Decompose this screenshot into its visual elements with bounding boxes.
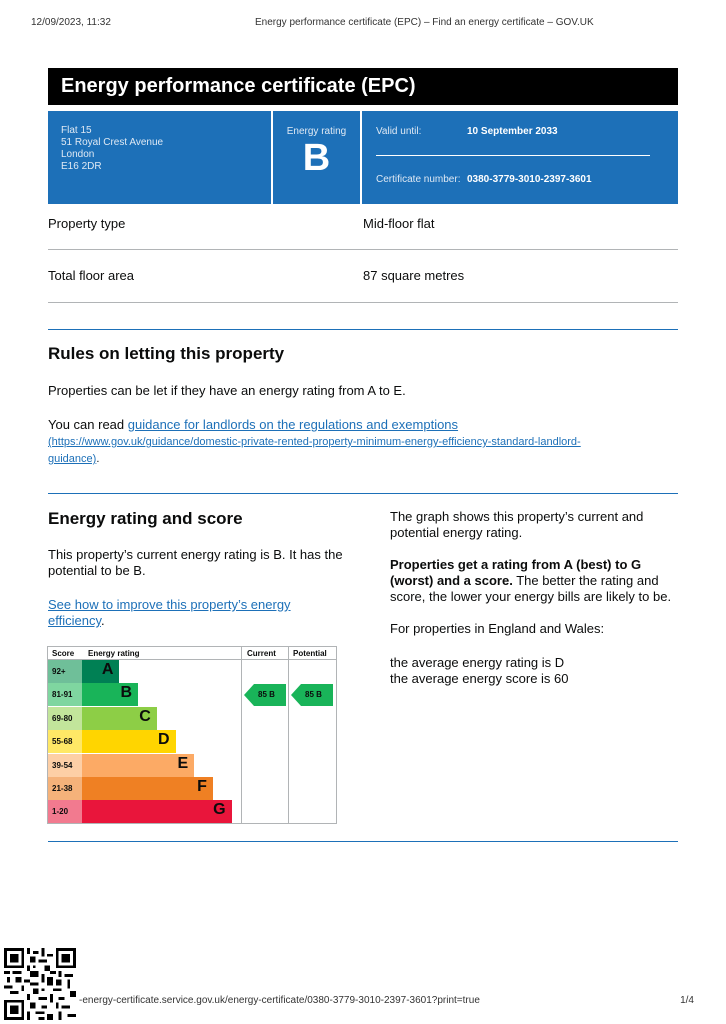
band-score-range: 55-68	[48, 730, 82, 753]
address-line: 51 Royal Crest Avenue	[61, 137, 164, 148]
section-divider	[48, 329, 678, 330]
page-number: 1/4	[680, 995, 694, 1006]
guidance-prefix: You can read	[48, 417, 128, 432]
section-divider	[48, 493, 678, 494]
section-divider	[48, 841, 678, 842]
energy-rating-letter: B	[302, 137, 331, 179]
qr-code-icon	[4, 948, 76, 1020]
potential-rating-arrow	[291, 684, 333, 706]
graph-description: The graph shows this property’s current and potential energy rating.	[390, 509, 644, 540]
property-address	[48, 111, 273, 204]
validity-box	[362, 111, 678, 204]
band-letter: B	[120, 684, 133, 702]
potential-rating-arrow-label: 85 B	[305, 690, 322, 700]
rating-band-e	[48, 754, 241, 777]
column-divider	[241, 647, 242, 823]
divider	[376, 155, 650, 156]
band-letter: C	[139, 707, 151, 725]
band-score-range: 39-54	[48, 754, 82, 777]
guidance-url-link[interactable]	[48, 436, 581, 465]
rules-heading: Rules on letting this property	[48, 344, 285, 363]
band-bar	[82, 660, 119, 683]
print-date: 12/09/2023, 11:32	[31, 17, 111, 28]
guidance-link[interactable]: guidance for landlords on the regulations and exemptions	[127, 417, 459, 432]
guidance-suffix: .	[96, 453, 100, 465]
rating-band-c	[48, 707, 241, 730]
guidance-url-line: (https://www.gov.uk/guidance/domestic-private-rented-property-minimum-energy-efficiency-standard-landlord-	[48, 436, 581, 448]
rating-explanation-bold: Properties get a rating from A (best) to G (worst) and a score.	[390, 557, 642, 588]
valid-until-label: Valid until:	[376, 126, 422, 137]
band-score-range: 1-20	[48, 800, 82, 823]
band-score-range: 69-80	[48, 707, 82, 730]
band-letter: A	[101, 661, 114, 678]
average-rating	[390, 655, 680, 687]
rating-band-g	[48, 800, 241, 823]
floor-area-value: 87 square metres	[363, 268, 465, 283]
page-title: Energy performance certificate (EPC)	[48, 68, 678, 105]
energy-rating-box	[273, 111, 362, 204]
property-type-label: Property type	[48, 216, 126, 231]
address-line: London	[61, 149, 95, 160]
average-score-line: the average energy score is 60	[390, 671, 569, 686]
rating-band-f	[48, 777, 241, 800]
current-column-header: Current	[247, 649, 276, 658]
rating-explanation	[390, 557, 682, 605]
potential-column-header: Potential	[293, 649, 327, 658]
rating-column-header: Energy rating	[88, 649, 140, 658]
band-score-range: 21-38	[48, 777, 82, 800]
improve-paragraph	[48, 597, 328, 629]
certificate-summary	[48, 111, 678, 204]
chart-header	[48, 647, 336, 660]
valid-until-value: 10 September 2033	[467, 126, 558, 137]
band-letter: F	[197, 778, 207, 795]
england-wales-note: For properties in England and Wales:	[390, 621, 605, 636]
band-bar	[82, 683, 138, 706]
rating-band-b	[48, 683, 241, 706]
address-line: Flat 15	[61, 125, 92, 136]
floor-area-label: Total floor area	[48, 268, 134, 283]
band-score-range: 81-91	[48, 683, 82, 706]
property-type-value: Mid-floor flat	[363, 216, 435, 231]
column-divider	[288, 647, 289, 823]
current-rating-arrow-label: 85 B	[258, 690, 275, 700]
rules-paragraph: Properties can be let if they have an energy rating from A to E.	[48, 383, 406, 398]
rating-band-a	[48, 660, 241, 683]
band-letter: G	[213, 801, 226, 819]
print-title: Energy performance certificate (EPC) – Find an energy certificate – GOV.UK	[255, 17, 594, 28]
band-letter: E	[177, 754, 189, 772]
improve-link[interactable]: See how to improve this property’s energy efficiency	[48, 597, 291, 628]
band-bar	[82, 800, 232, 823]
rules-guidance-paragraph	[48, 417, 678, 467]
footer-url: -energy-certificate.service.gov.uk/energy-certificate/0380-3779-3010-2397-3601?print=true	[79, 995, 480, 1006]
energy-current-paragraph: This property’s current energy rating is B. It has the potential to be B.	[48, 547, 343, 578]
energy-rating-chart	[47, 646, 337, 824]
rating-band-d	[48, 730, 241, 753]
average-rating-line: the average energy rating is D	[390, 655, 565, 670]
band-bar	[82, 777, 213, 800]
rating-explanation-rest: The better the rating and score, the lower your energy bills are likely to be.	[390, 573, 672, 604]
certificate-number-label: Certificate number:	[376, 174, 461, 185]
guidance-url-line: guidance)	[48, 453, 97, 465]
address-line: E16 2DR	[61, 161, 102, 172]
floor-area-row	[48, 268, 678, 303]
energy-rating-label: Energy rating	[286, 126, 347, 137]
band-bar	[82, 730, 176, 753]
band-score-range: 92+	[48, 660, 82, 683]
improve-suffix: .	[101, 613, 105, 628]
energy-heading: Energy rating and score	[48, 509, 243, 528]
property-type-row	[48, 216, 678, 250]
band-letter: D	[157, 731, 170, 749]
current-rating-arrow	[244, 684, 286, 706]
band-bar	[82, 754, 194, 777]
certificate-number-value: 0380-3779-3010-2397-3601	[467, 174, 592, 185]
score-column-header: Score	[52, 649, 75, 658]
band-bar	[82, 707, 157, 730]
